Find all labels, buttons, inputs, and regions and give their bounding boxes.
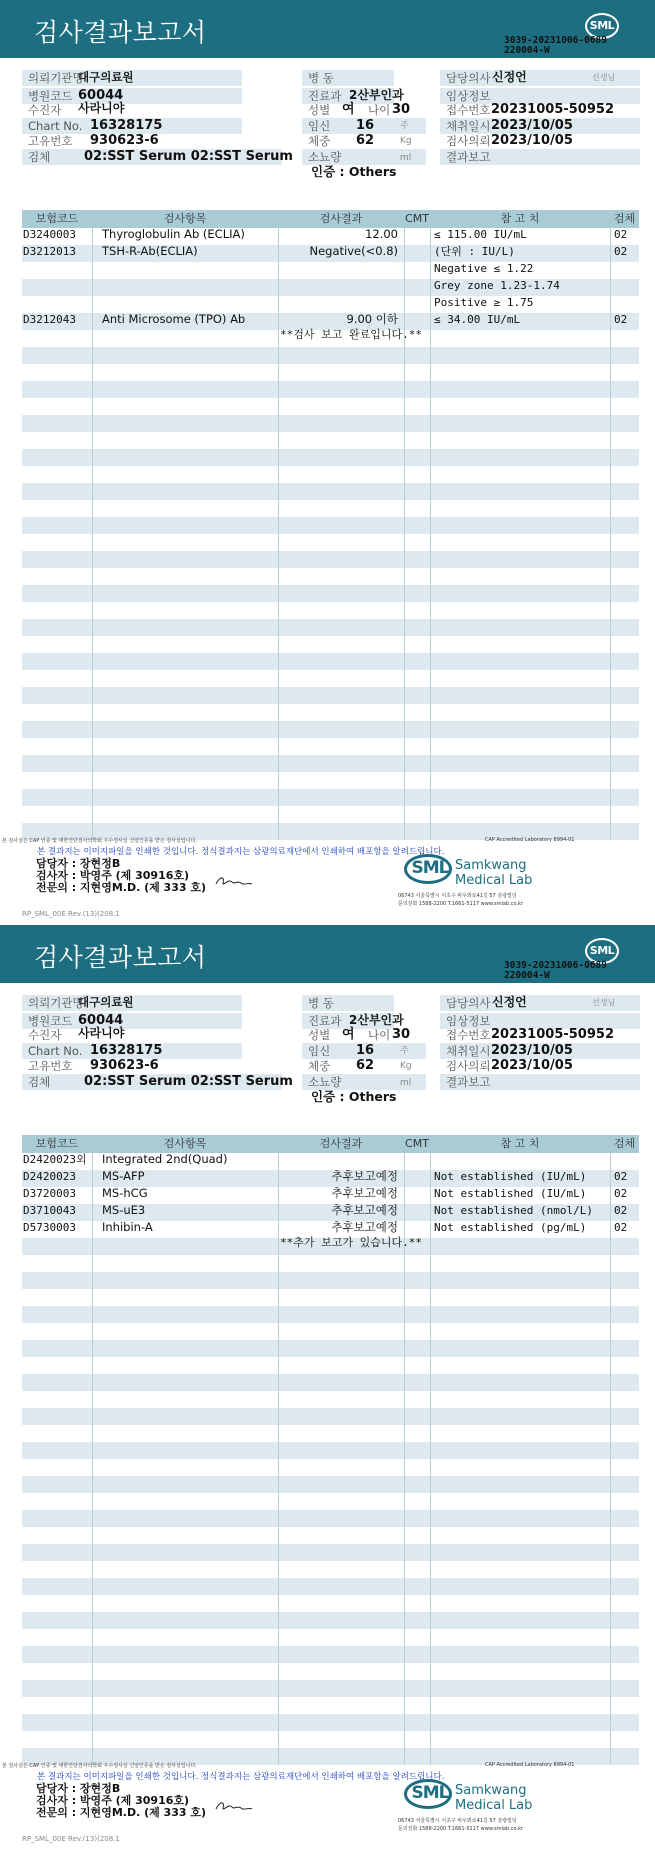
sml-footer-logo-icon <box>404 1779 454 1811</box>
doctor-value: 신정언 <box>492 995 527 1009</box>
preg-label: 임신 <box>302 118 426 134</box>
column-divider <box>92 228 93 840</box>
table-row <box>22 1289 639 1306</box>
cell-code: D2420023 <box>23 1170 76 1183</box>
table-row <box>22 1357 639 1374</box>
table-row <box>22 466 639 483</box>
table-row <box>22 602 639 619</box>
patient-label: 수진자 <box>28 103 62 117</box>
header-result: 검사결과 <box>319 1137 363 1150</box>
cell-item: MS-AFP <box>102 1169 145 1183</box>
contact: 문의전화 1588-2200 T.1661-5117 www.smlab.co.kr <box>398 901 523 907</box>
collect-label: 채취일시 <box>440 118 640 134</box>
receipt-label: 접수번호 <box>446 1028 491 1042</box>
table-row <box>22 738 639 755</box>
cell-ref: Not established (nmol/L) <box>434 1204 593 1217</box>
doctor-value: 신정언 <box>492 70 527 84</box>
column-divider <box>92 1153 93 1765</box>
table-row <box>22 653 639 670</box>
revision: RP_SML_00E Rev.(13)(208.1 <box>22 1835 120 1843</box>
sex-value: 여 <box>342 102 355 117</box>
specimen-label: 검체 <box>22 149 282 165</box>
header-item: 검사항목 <box>163 1137 207 1150</box>
patient-value: 사라니야 <box>78 1026 125 1040</box>
cell-spec: 02 <box>614 228 628 241</box>
table-row <box>22 347 639 364</box>
code-value: 60044 <box>78 88 124 103</box>
cell-item: Inhibin-A <box>102 1220 153 1234</box>
chart-label: Chart No. <box>22 118 242 134</box>
header-spec: 검체 <box>613 1137 636 1150</box>
table-row <box>22 585 639 602</box>
report-title: 검사결과보고서 <box>34 943 207 972</box>
age-value: 30 <box>392 102 411 117</box>
ward-label: 병 동 <box>302 995 394 1011</box>
table-row <box>22 1442 639 1459</box>
sex-label: 성별 <box>308 103 331 117</box>
table-row <box>22 619 639 636</box>
table-row <box>22 364 639 381</box>
cell-ref: Not established (pg/mL) <box>434 1221 587 1234</box>
print-notice: 본 결과지는 이미지파일을 인쇄한 것입니다. 정식결과지는 삼광의료재단에서 인쇄하여 배포함을 알려드립니다. <box>37 847 445 857</box>
table-row <box>22 704 639 721</box>
report-page-2 <box>0 925 655 1850</box>
id-label: 고유번호 <box>28 134 73 148</box>
header-cmt: CMT <box>405 212 429 225</box>
table-row <box>22 381 639 398</box>
table-row <box>22 1493 639 1510</box>
report-footer <box>0 830 655 925</box>
address: 06743 서울특별시 서초구 바우뫼로41길 57 삼광빌딩 <box>398 893 517 899</box>
cert-value: 인증 : Others <box>311 1089 397 1104</box>
column-divider <box>610 1153 611 1765</box>
column-divider <box>404 228 405 840</box>
preg-value: 16 <box>356 118 375 133</box>
brand-line-1: Samkwang <box>455 858 527 873</box>
chart-value: 16328175 <box>90 1043 163 1058</box>
report-footer <box>0 1755 655 1850</box>
cell-item: Thyroglobulin Ab (ECLIA) <box>102 227 245 241</box>
hospital-value: 대구의료원 <box>78 70 134 84</box>
table-row <box>22 1408 639 1425</box>
specialist: 전문의 : 지현영M.D. (제 333 호) <box>36 881 207 894</box>
results-table <box>22 210 639 341</box>
cell-spec: 02 <box>614 313 628 326</box>
cell-ref: Grey zone 1.23-1.74 <box>434 279 560 292</box>
cell-result: 추후보고예정 <box>331 1203 398 1217</box>
cell-code: D2420023외 <box>23 1153 87 1166</box>
manager: 담당자 : 장현정B <box>36 857 121 870</box>
table-row <box>22 517 639 534</box>
fine-print: 본 검사실은 CAP 인증 및 대한진단검사의학회 우수검사실 신임인증을 받은 검사실입니다. <box>2 1763 197 1769</box>
cap-accreditation: CAP Accredited Laboratory 8994-01 <box>485 1762 575 1768</box>
weight-value: 62 <box>356 133 375 148</box>
cell-item: Anti Microsome (TPO) Ab <box>102 312 246 326</box>
sml-logo-icon: SML <box>585 938 619 964</box>
brand-line-2: Medical Lab <box>455 1798 533 1813</box>
table-row <box>22 1714 639 1731</box>
cell-spec: 02 <box>614 1170 628 1183</box>
exam-label: 검사의뢰 <box>446 1059 491 1073</box>
signature-icon <box>214 873 254 889</box>
table-row <box>22 1527 639 1544</box>
weight-unit: Kg <box>400 136 412 146</box>
cell-ref: (단위 : IU/L) <box>434 245 515 258</box>
preg-unit: 주 <box>400 121 409 131</box>
cell-result: 9.00 이하 <box>346 312 398 326</box>
table-row <box>22 1323 639 1340</box>
table-row <box>22 415 639 432</box>
examiner: 검사자 : 박영주 (제 30916호) <box>36 869 190 882</box>
sml-footer-logo-text: SML <box>411 858 449 878</box>
urine-label: 소뇨량 <box>302 149 426 165</box>
patient-label: 수진자 <box>28 1028 62 1042</box>
collect-value: 2023/10/05 <box>491 1043 573 1058</box>
table-row <box>22 636 639 653</box>
end-note: **추가 보고가 있습니다.** <box>280 1236 422 1249</box>
results-table <box>22 1135 639 1249</box>
cell-item: TSH-R-Ab(ECLIA) <box>102 244 198 258</box>
doctor-label: 담당의사 <box>440 995 640 1011</box>
table-row <box>22 687 639 704</box>
sex-label: 성별 <box>308 1028 331 1042</box>
table-row <box>22 1255 639 1272</box>
header-ref: 참 고 치 <box>500 212 540 225</box>
table-row <box>22 1544 639 1561</box>
urine-unit: ml <box>400 1078 412 1088</box>
sml-footer-logo-icon <box>404 854 454 886</box>
contact: 문의전화 1588-2200 T.1661-5117 www.smlab.co.kr <box>398 1826 523 1832</box>
table-row <box>22 534 639 551</box>
code-label: 병원코드 <box>22 1013 242 1029</box>
header-code: 보험코드 <box>35 1137 79 1150</box>
receipt-label: 접수번호 <box>446 103 491 117</box>
table-row <box>22 1646 639 1663</box>
clinical-label: 임상정보 <box>440 88 640 104</box>
cell-code: D3212043 <box>23 313 76 326</box>
address: 06743 서울특별시 서초구 바우뫼로41길 57 삼광빌딩 <box>398 1818 517 1824</box>
table-row <box>22 1459 639 1476</box>
cap-accreditation: CAP Accredited Laboratory 8994-01 <box>485 837 575 843</box>
table-row <box>22 789 639 806</box>
table-row <box>22 568 639 585</box>
hospital-label: 의뢰기관명 <box>22 995 242 1011</box>
sml-logo-icon: SML <box>585 13 619 39</box>
header-cmt: CMT <box>405 1137 429 1150</box>
result-label: 결과보고 <box>440 149 640 165</box>
cell-code: D3212013 <box>23 245 76 258</box>
cell-item: MS-hCG <box>102 1186 148 1200</box>
cell-spec: 02 <box>614 245 628 258</box>
fine-print: 본 검사실은 CAP 인증 및 대한진단검사의학회 우수검사실 신임인증을 받은 검사실입니다. <box>2 838 197 844</box>
table-row <box>22 1629 639 1646</box>
specialist: 전문의 : 지현영M.D. (제 333 호) <box>36 1806 207 1819</box>
manager: 담당자 : 장현정B <box>36 1782 121 1795</box>
age-label: 나이 <box>368 103 391 117</box>
hospital-label: 의뢰기관명 <box>22 70 242 86</box>
table-row <box>22 500 639 517</box>
cell-result: 12.00 <box>365 227 398 241</box>
table-row <box>22 1595 639 1612</box>
table-row <box>22 1697 639 1714</box>
chart-value: 16328175 <box>90 118 163 133</box>
exam-label: 검사의뢰 <box>446 134 491 148</box>
table-row <box>22 1425 639 1442</box>
table-row <box>22 1663 639 1680</box>
table-row <box>22 1731 639 1748</box>
weight-label: 체중 <box>308 1059 331 1073</box>
sex-value: 여 <box>342 1027 355 1042</box>
header-item: 검사항목 <box>163 212 207 225</box>
urine-label: 소뇨량 <box>302 1074 426 1090</box>
table-row <box>22 551 639 568</box>
doctor-label: 담당의사 <box>440 70 640 86</box>
table-row <box>22 1510 639 1527</box>
table-row <box>22 721 639 738</box>
column-divider <box>430 1153 431 1765</box>
doctor-suffix: 선생님 <box>592 998 616 1007</box>
table-row <box>22 755 639 772</box>
table-row <box>22 806 639 823</box>
cell-code: D3240003 <box>23 228 76 241</box>
preg-value: 16 <box>356 1043 375 1058</box>
patient-value: 사라니야 <box>78 101 125 115</box>
table-row <box>22 1306 639 1323</box>
table-row <box>22 1561 639 1578</box>
specimen-label: 검체 <box>22 1074 282 1090</box>
header-result: 검사결과 <box>319 212 363 225</box>
dept-value: 2산부인과 <box>349 88 404 102</box>
cell-ref: Not established (IU/mL) <box>434 1170 587 1183</box>
result-label: 결과보고 <box>440 1074 640 1090</box>
collect-label: 채취일시 <box>440 1043 640 1059</box>
table-row <box>22 1612 639 1629</box>
cell-result: 추후보고예정 <box>331 1169 398 1183</box>
urine-unit: ml <box>400 153 412 163</box>
cell-ref: Negative ≤ 1.22 <box>434 262 534 275</box>
dept-label: 진료과 <box>302 88 394 104</box>
clinical-label: 임상정보 <box>440 1013 640 1029</box>
receipt-value: 20231005-50952 <box>491 1027 614 1042</box>
brand-line-1: Samkwang <box>455 1783 527 1798</box>
sml-footer-logo-text: SML <box>411 1783 449 1803</box>
id-value: 930623-6 <box>90 133 159 148</box>
exam-value: 2023/10/05 <box>491 1058 573 1073</box>
table-row <box>22 398 639 415</box>
column-divider <box>610 228 611 840</box>
document-id: 3039-20231006-0689 220004-W <box>504 35 607 56</box>
specimen-value: 02:SST Serum 02:SST Serum <box>84 1074 293 1089</box>
cell-result: 추후보고예정 <box>331 1186 398 1200</box>
patient-info <box>22 70 640 190</box>
cell-spec: 02 <box>614 1221 628 1234</box>
code-value: 60044 <box>78 1013 124 1028</box>
cell-ref: ≤ 115.00 IU/mL <box>434 228 527 241</box>
weight-label: 체중 <box>308 134 331 148</box>
cell-result: 추후보고예정 <box>331 1220 398 1234</box>
table-row <box>22 772 639 789</box>
id-label: 고유번호 <box>28 1059 73 1073</box>
table-row <box>22 670 639 687</box>
signature-icon <box>214 1798 254 1814</box>
table-row <box>22 1374 639 1391</box>
weight-value: 62 <box>356 1058 375 1073</box>
cell-ref: Not established (IU/mL) <box>434 1187 587 1200</box>
weight-unit: Kg <box>400 1061 412 1071</box>
report-title: 검사결과보고서 <box>34 18 207 47</box>
document-id: 3039-20231006-0689 220004-W <box>504 960 607 981</box>
header-code: 보험코드 <box>35 212 79 225</box>
age-label: 나이 <box>368 1028 391 1042</box>
end-note: **검사 보고 완료입니다.** <box>280 328 422 341</box>
specimen-value: 02:SST Serum 02:SST Serum <box>84 149 293 164</box>
age-value: 30 <box>392 1027 411 1042</box>
hospital-value: 대구의료원 <box>78 995 134 1009</box>
brand-line-2: Medical Lab <box>455 873 533 888</box>
cell-item: MS-uE3 <box>102 1203 146 1217</box>
patient-info <box>22 995 640 1115</box>
cell-ref: Positive ≥ 1.75 <box>434 296 534 309</box>
cell-result: Negative(<0.8) <box>309 244 398 258</box>
chart-label: Chart No. <box>22 1043 242 1059</box>
receipt-value: 20231005-50952 <box>491 102 614 117</box>
column-divider <box>278 1153 279 1765</box>
exam-value: 2023/10/05 <box>491 133 573 148</box>
cell-spec: 02 <box>614 1187 628 1200</box>
examiner: 검사자 : 박영주 (제 30916호) <box>36 1794 190 1807</box>
id-value: 930623-6 <box>90 1058 159 1073</box>
cell-ref: ≤ 34.00 IU/mL <box>434 313 521 326</box>
cell-code: D3720003 <box>23 1187 76 1200</box>
table-row <box>22 1391 639 1408</box>
table-row <box>22 449 639 466</box>
dept-value: 2산부인과 <box>349 1013 404 1027</box>
table-row <box>22 432 639 449</box>
print-notice: 본 결과지는 이미지파일을 인쇄한 것입니다. 정식결과지는 삼광의료재단에서 인쇄하여 배포함을 알려드립니다. <box>37 1772 445 1782</box>
column-divider <box>430 228 431 840</box>
cert-value: 인증 : Others <box>311 164 397 179</box>
table-row <box>22 1476 639 1493</box>
table-row <box>22 1680 639 1697</box>
revision: RP_SML_00E Rev.(13)(208.1 <box>22 910 120 918</box>
cell-item: Integrated 2nd(Quad) <box>102 1152 228 1166</box>
doctor-suffix: 선생님 <box>592 73 616 82</box>
ward-label: 병 동 <box>302 70 394 86</box>
preg-label: 임신 <box>302 1043 426 1059</box>
code-label: 병원코드 <box>22 88 242 104</box>
collect-value: 2023/10/05 <box>491 118 573 133</box>
table-row <box>22 1272 639 1289</box>
preg-unit: 주 <box>400 1046 409 1056</box>
header-ref: 참 고 치 <box>500 1137 540 1150</box>
table-row <box>22 483 639 500</box>
cell-code: D5730003 <box>23 1221 76 1234</box>
table-row <box>22 1340 639 1357</box>
table-row <box>22 1578 639 1595</box>
cell-spec: 02 <box>614 1204 628 1217</box>
header-spec: 검체 <box>613 212 636 225</box>
cell-code: D3710043 <box>23 1204 76 1217</box>
dept-label: 진료과 <box>302 1013 394 1029</box>
